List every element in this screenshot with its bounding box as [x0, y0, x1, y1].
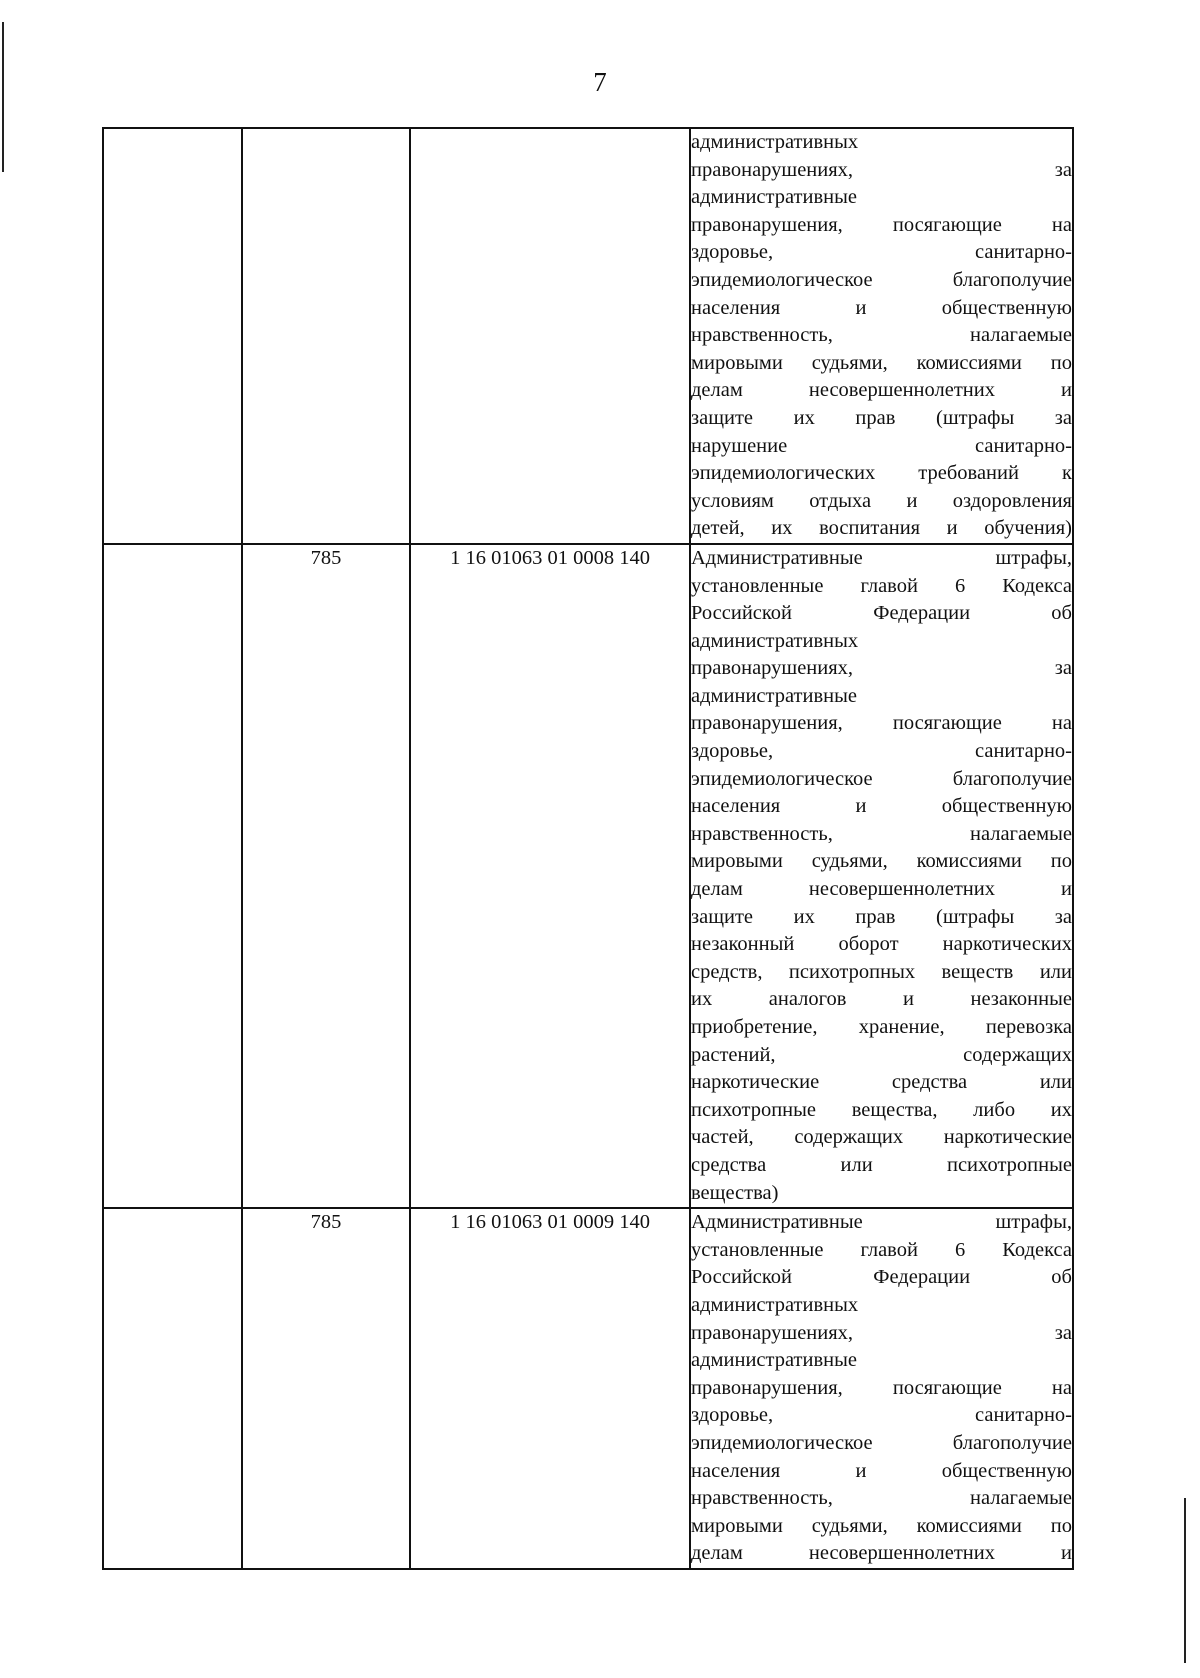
description-line: эпидемиологическое благополучие: [691, 767, 1072, 790]
description-line: административных: [691, 1293, 859, 1316]
description-line: нравственность, налагаемые: [691, 324, 1072, 347]
description-line: делам несовершеннолетних и: [691, 878, 1072, 901]
description-line: населения и общественную: [691, 795, 1072, 818]
description-line: психотропные вещества, либо их: [691, 1098, 1072, 1121]
page-number: 7: [593, 67, 607, 97]
description-line: населения и общественную: [691, 296, 1072, 319]
description-line: нравственность, налагаемые: [691, 1487, 1072, 1510]
description-line: здоровье, санитарно-: [691, 241, 1072, 264]
table-row: [103, 1208, 1073, 1569]
budget-code-table: [102, 127, 1074, 1570]
row-1-budget-classification-code: [410, 128, 690, 544]
description-line: правонарушения, посягающие на: [691, 213, 1072, 236]
description-line: административные: [691, 684, 857, 707]
row-3-admin-code: 785: [242, 1208, 410, 1569]
row-3-col-1: [103, 1208, 242, 1569]
row-2-description: [690, 544, 1073, 1208]
description-line: правонарушениях, за: [691, 1321, 1072, 1344]
description-line: здоровье, санитарно-: [691, 1404, 1072, 1427]
description-line: незаконный оборот наркотических: [691, 933, 1072, 956]
description-line: делам несовершеннолетних и: [691, 1542, 1072, 1565]
description-line: мировыми судьями, комиссиями по: [691, 1514, 1072, 1537]
row-1-description: [690, 128, 1073, 544]
description-line: Российской Федерации об: [691, 1266, 1072, 1289]
description-line: Административные штрафы,: [691, 546, 1072, 569]
description-line: мировыми судьями, комиссиями по: [691, 351, 1072, 374]
description-line: административные: [691, 1349, 857, 1372]
description-line: Административные штрафы,: [691, 1211, 1072, 1234]
row-3-description: [690, 1208, 1073, 1569]
description-line: частей, содержащих наркотические: [691, 1126, 1072, 1149]
description-line: административных: [691, 629, 859, 652]
description-line: установленные главой 6 Кодекса: [691, 574, 1072, 597]
description-line: эпидемиологическое благополучие: [691, 1431, 1072, 1454]
description-line: населения и общественную: [691, 1459, 1072, 1482]
description-line: здоровье, санитарно-: [691, 740, 1072, 763]
description-line: эпидемиологических требований к: [691, 462, 1072, 485]
scan-edge-line-right: [1184, 1498, 1186, 1663]
table-row: [103, 544, 1073, 1208]
description-line: детей, их воспитания и обучения): [691, 517, 1072, 540]
description-line: вещества): [691, 1181, 779, 1204]
description-line: средств, психотропных веществ или: [691, 960, 1072, 983]
description-line: правонарушения, посягающие на: [691, 712, 1072, 735]
description-line: Российской Федерации об: [691, 602, 1072, 625]
description-line: правонарушениях, за: [691, 158, 1072, 181]
description-line: условиям отдыха и оздоровления: [691, 489, 1072, 512]
description-line: административных: [691, 131, 859, 153]
description-line: эпидемиологическое благополучие: [691, 268, 1072, 291]
description-line: их аналогов и незаконные: [691, 988, 1072, 1011]
description-line: мировыми судьями, комиссиями по: [691, 850, 1072, 873]
description-line: нарушение санитарно-: [691, 434, 1072, 457]
description-line: наркотические средства или: [691, 1071, 1072, 1094]
description-line: защите их прав (штрафы за: [691, 406, 1072, 429]
description-line: нравственность, налагаемые: [691, 822, 1072, 845]
description-line: защите их прав (штрафы за: [691, 905, 1072, 928]
row-1-admin-code: [242, 128, 410, 544]
row-2-col-1: [103, 544, 242, 1208]
description-line: приобретение, хранение, перевозка: [691, 1016, 1072, 1038]
description-line: средства или психотропные: [691, 1153, 1072, 1176]
description-line: делам несовершеннолетних и: [691, 379, 1072, 402]
row-2-budget-classification-code: 1 16 01063 01 0008 140: [410, 544, 690, 1208]
description-line: правонарушения, посягающие на: [691, 1376, 1072, 1399]
description-line: установленные главой 6 Кодекса: [691, 1238, 1072, 1261]
description-line: административные: [691, 186, 857, 209]
row-1-col-1: [103, 128, 242, 544]
description-line: растений, содержащих: [691, 1043, 1072, 1066]
row-2-admin-code: 785: [242, 544, 410, 1208]
row-3-budget-classification-code: 1 16 01063 01 0009 140: [410, 1208, 690, 1569]
description-line: правонарушениях, за: [691, 657, 1072, 680]
table-row: [103, 128, 1073, 544]
